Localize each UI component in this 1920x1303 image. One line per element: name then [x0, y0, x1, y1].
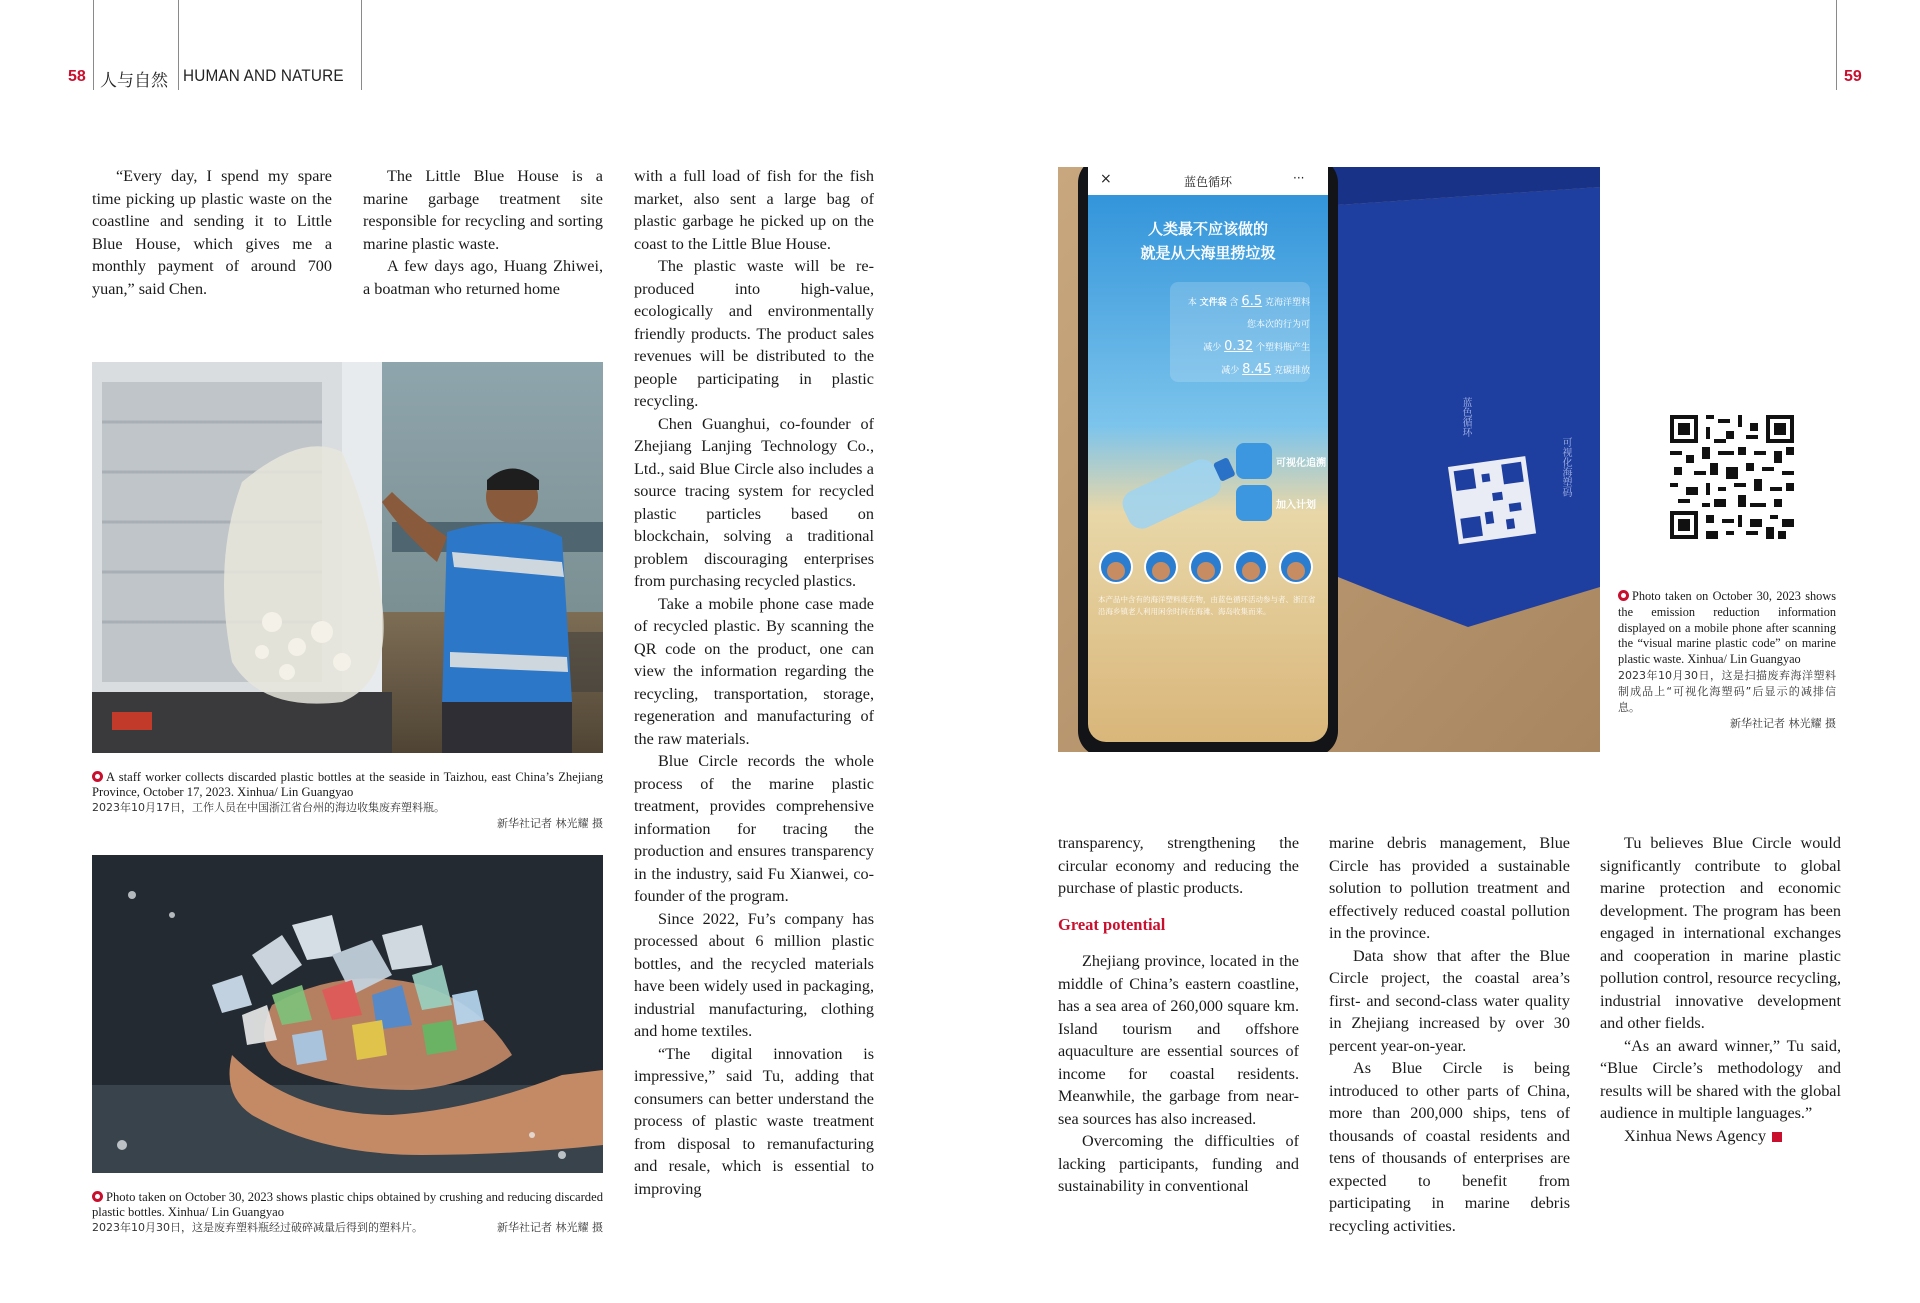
close-icon[interactable]: ×: [1100, 171, 1112, 187]
card-code-text: 可视化海塑码: [1560, 437, 1571, 497]
paragraph: Zhejiang province, located in the middle of China’s eastern coastline, has a sea area of 260,000 square km. Island tourism and offshore aquaculture are essential sources of income for coastal residents. Meanwhile, the garbage from near-sea sources has also increased.: [1058, 952, 1299, 1128]
phone-info-text: 文件袋: [1199, 298, 1227, 308]
caption-credit: 新华社记者 林光耀 摄: [1730, 716, 1836, 730]
paragraph: “The digital innovation is impressive,” said Tu, adding that consumers can better understand the process of plastic waste treatment from disposal to remanufacturing and resale, which is essential to improving: [634, 1044, 874, 1198]
paragraph: As Blue Circle is being introduced to other parts of China, more than 200,000 ships, tens of thousands of coastal residents and tens of thousands of enterprises are expected to benefit from participating in marine debris recycling activities.: [1329, 1059, 1570, 1235]
paragraph: transparency, strengthening the circular economy and reducing the purchase of plastic products.: [1058, 834, 1299, 897]
paragraph: Blue Circle records the whole process of the marine plastic treatment, provides comprehensive information for tracing the production and ensures transparency in the industry, said Fu Xianwei, co-founder of the program.: [634, 752, 874, 905]
caption-credit: 新华社记者 林光耀 摄: [497, 1221, 603, 1234]
paragraph: Take a mobile phone case made of recycled plastic. By scanning the QR code on the product, one can view the information regarding the recycling, transportation, storage, regeneration and manufacturing of the raw materials.: [634, 594, 874, 748]
photo-staff-worker: [92, 362, 603, 753]
article-column-3: [634, 165, 874, 1200]
caption-photo-phone-screen: [1618, 589, 1836, 732]
phone-emission-info: [1170, 291, 1310, 382]
caption-en: A staff worker collects discarded plastic bottles at the seaside in Taizhou, east China’s Zhejiang Province, October 17, 2023. Xinhua/ Lin Guangyao: [92, 770, 603, 799]
header-rule-left: [93, 0, 94, 90]
article-column-6: [1600, 832, 1841, 1147]
left-page-number: 58: [68, 68, 86, 85]
paragraph: Overcoming the difficulties of lacking participants, funding and sustainability in conventional: [1058, 1132, 1299, 1195]
phone-info-text: 克碳排放: [1273, 366, 1310, 376]
header-rule-mid: [178, 0, 179, 90]
paragraph: Tu believes Blue Circle would significantly contribute to global marine protection and economic development. The program has been engaged in international exchanges and cooperation in marine plastic pollution control, resource recycling, industrial innovative development and other fields.: [1600, 834, 1841, 1032]
phone-headline-line1: 人类最不应该做的: [1147, 220, 1268, 238]
right-page-number: 59: [1844, 68, 1862, 85]
end-mark-icon: [1772, 1132, 1782, 1142]
paragraph: “As an award winner,” Tu said, “Blue Circle’s methodology and results will be shared with the global audience in multiple languages.”: [1600, 1036, 1841, 1122]
phone-app-title: 蓝色循环: [1183, 175, 1232, 189]
paragraph: The plastic waste will be re-produced into high-value, ecologically and environmentally friendly products. The product sales revenues will be distributed to the people participating in plastic recycling.: [634, 257, 874, 410]
phone-info-value: 8.45: [1242, 362, 1272, 377]
caption-photo-staff-worker: [92, 770, 603, 831]
photo-marker-icon: [92, 771, 103, 782]
article-column-5: [1329, 832, 1570, 1237]
caption-cn: 2023年10月30日，这是扫描废弃海洋塑料制成品上“可视化海塑码”后显示的减排信息。: [1618, 668, 1836, 714]
paragraph: The Little Blue House is a marine garbage treatment site responsible for recycling and sorting marine plastic waste.: [363, 167, 603, 253]
photo-plastic-chips: [92, 855, 603, 1173]
phone-info-line1: [1170, 291, 1310, 314]
header-rule-page59: [1836, 0, 1837, 90]
photo-marker-icon: [1618, 590, 1629, 601]
phone-trace-button[interactable]: 可视化追溯: [1276, 458, 1326, 469]
photo-phone-screen: [1058, 167, 1600, 752]
phone-headline-line2: 就是从大海里捞垃圾: [1140, 244, 1276, 262]
header-rule-right: [361, 0, 362, 90]
paragraph: A few days ago, Huang Zhiwei, a boatman who returned home: [363, 257, 603, 298]
qr-code[interactable]: [1670, 415, 1794, 539]
phone-info-line3: [1170, 336, 1310, 359]
phone-info-text: 个塑料瓶产生: [1255, 343, 1310, 353]
phone-info-line2: 您本次的行为可: [1246, 320, 1310, 330]
article-column-4: [1058, 832, 1299, 1198]
caption-photo-plastic-chips: [92, 1190, 603, 1236]
section-title-cn: 人与自然: [100, 71, 168, 91]
caption-cn: 2023年10月17日，工作人员在中国浙江省台州的海边收集废弃塑料瓶。: [92, 801, 445, 814]
caption-credit: 新华社记者 林光耀 摄: [497, 817, 603, 830]
paragraph: Since 2022, Fu’s company has processed about 6 million plastic bottles, and the recycled materials have been widely used in packaging, industrial manufacturing, clothing and home textiles.: [634, 909, 874, 1040]
caption-en: Photo taken on October 30, 2023 shows plastic chips obtained by crushing and reducing discarded plastic bottles. Xinhua/ Lin Guangyao: [92, 1190, 603, 1219]
paragraph: marine debris management, Blue Circle has provided a sustainable solution to pollution treatment and effectively reduced coastal pollution in the province.: [1329, 834, 1570, 942]
card-brand-text: 蓝色循环: [1460, 397, 1471, 437]
phone-info-value: 0.32: [1224, 339, 1254, 354]
more-icon[interactable]: ···: [1293, 171, 1305, 185]
caption-cn: 2023年10月30日，这是废弃塑料瓶经过破碎减量后得到的塑料片。: [92, 1221, 423, 1234]
phone-footer-text: 本产品中含有的海洋塑料废弃物，由蓝色循环活动参与者、浙江省沿海乡镇老人利用闲余时间在海滩、海岛收集而来。: [1098, 595, 1316, 616]
paragraph: “Every day, I spend my spare time picking up plastic waste on the coastline and sending it to Little Blue House, which gives me a monthly payment of around 700 yuan,” said Chen.: [92, 167, 332, 298]
caption-en: Photo taken on October 30, 2023 shows the emission reduction information displayed on a mobile phone after scanning the “visual marine plastic code” on marine plastic waste. Xinhua/ Lin Guangyao: [1618, 589, 1836, 667]
phone-info-text: 本: [1187, 298, 1197, 308]
phone-info-text: 减少: [1221, 366, 1240, 376]
article-column-2: [363, 165, 603, 300]
phone-info-line4: [1170, 359, 1310, 382]
subheading-great-potential: Great potential: [1058, 914, 1166, 934]
phone-info-text: 减少: [1203, 343, 1222, 353]
phone-info-value: 6.5: [1241, 294, 1263, 309]
phone-join-button[interactable]: 加入计划: [1276, 500, 1316, 511]
photo-marker-icon: [92, 1191, 103, 1202]
article-column-1: [92, 165, 332, 300]
paragraph: Data show that after the Blue Circle project, the coastal area’s first- and second-class water quality in Zhejiang increased by over 30 percent year-on-year.: [1329, 946, 1570, 1055]
section-title-en: HUMAN AND NATURE: [183, 66, 344, 85]
sign-off: [1600, 1125, 1841, 1148]
phone-headline: [1088, 217, 1328, 265]
agency-signoff: Xinhua News Agency: [1624, 1126, 1767, 1145]
paragraph: Chen Guanghui, co-founder of Zhejiang Lanjing Technology Co., Ltd., said Blue Circle also includes a source tracing system for recycled plastic particles based on blockchain, solving a traditional problem discouraging enterprises from purchasing recycled plastics.: [634, 414, 874, 590]
phone-info-text: 克海洋塑料: [1264, 298, 1310, 308]
phone-info-text: 含: [1229, 298, 1239, 308]
paragraph: with a full load of fish for the fish market, also sent a large bag of plastic garbage he picked up on the coast to the Little Blue House.: [634, 167, 874, 253]
